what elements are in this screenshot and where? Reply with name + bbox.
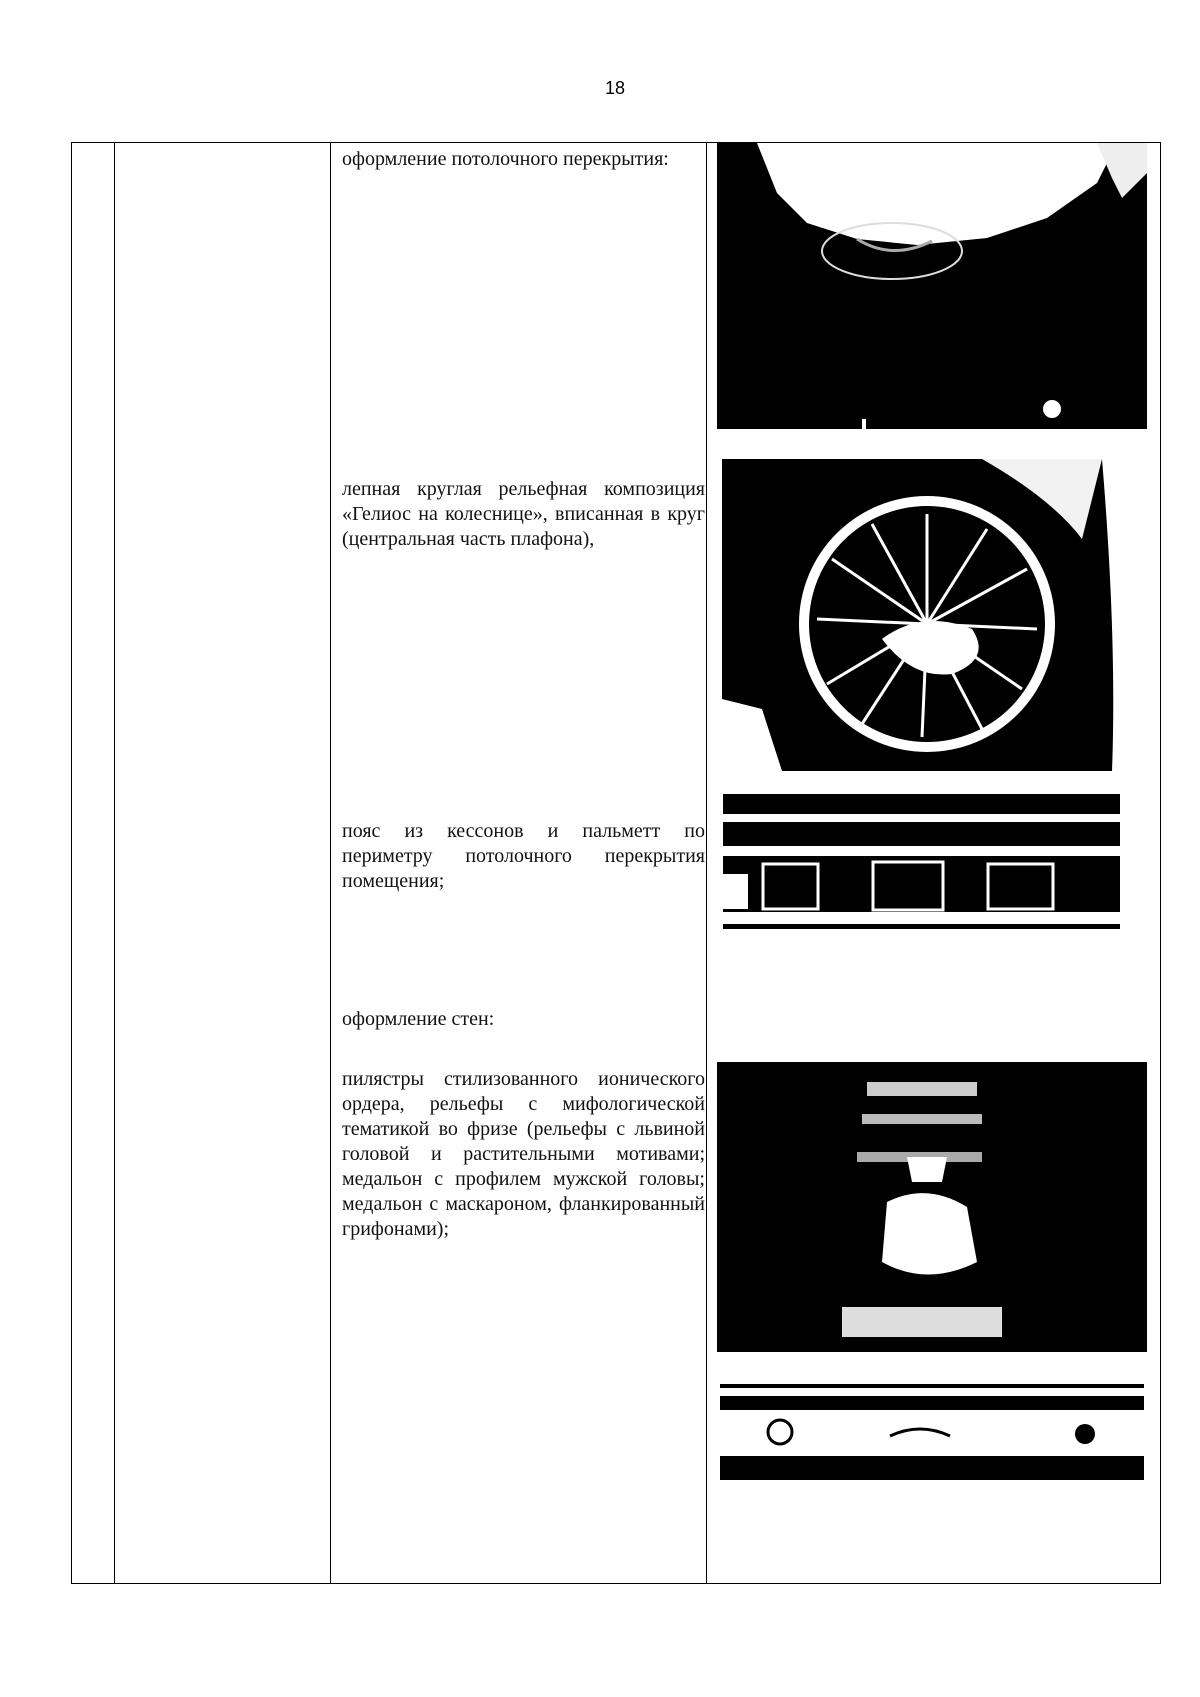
- ceiling-photo: [717, 143, 1147, 429]
- frieze-medallion-photo: [720, 1384, 1144, 1480]
- walls-heading-text: оформление стен:: [342, 1008, 495, 1030]
- document-table: [71, 142, 1161, 1584]
- helios-medallion-photo: [722, 459, 1140, 771]
- column-divider: [330, 143, 331, 1583]
- coffers-description: пояс из кессонов и пальметт по периметру потолочного перекрытия помещения;: [342, 820, 705, 892]
- helios-description: лепная круглая рельефная композиция «Гелиос на колеснице», вписанная в круг (центральная часть плафона),: [342, 478, 705, 550]
- column-divider: [706, 143, 707, 1583]
- page-number: 18: [604, 78, 626, 98]
- pilasters-description: пилястры стилизованного ионического ордера, рельефы с мифологической тематикой во фризе (рельефы с львиной головой и растительными мотивами; медальон с профилем мужской головы; медальон с маскароном, фланкированный грифонами);: [342, 1068, 705, 1240]
- coffers-frieze-photo: [723, 794, 1120, 929]
- column-divider: [114, 143, 115, 1583]
- pilaster-photo: [717, 1062, 1147, 1352]
- ceiling-heading-text: оформление потолочного перекрытия:: [342, 148, 669, 170]
